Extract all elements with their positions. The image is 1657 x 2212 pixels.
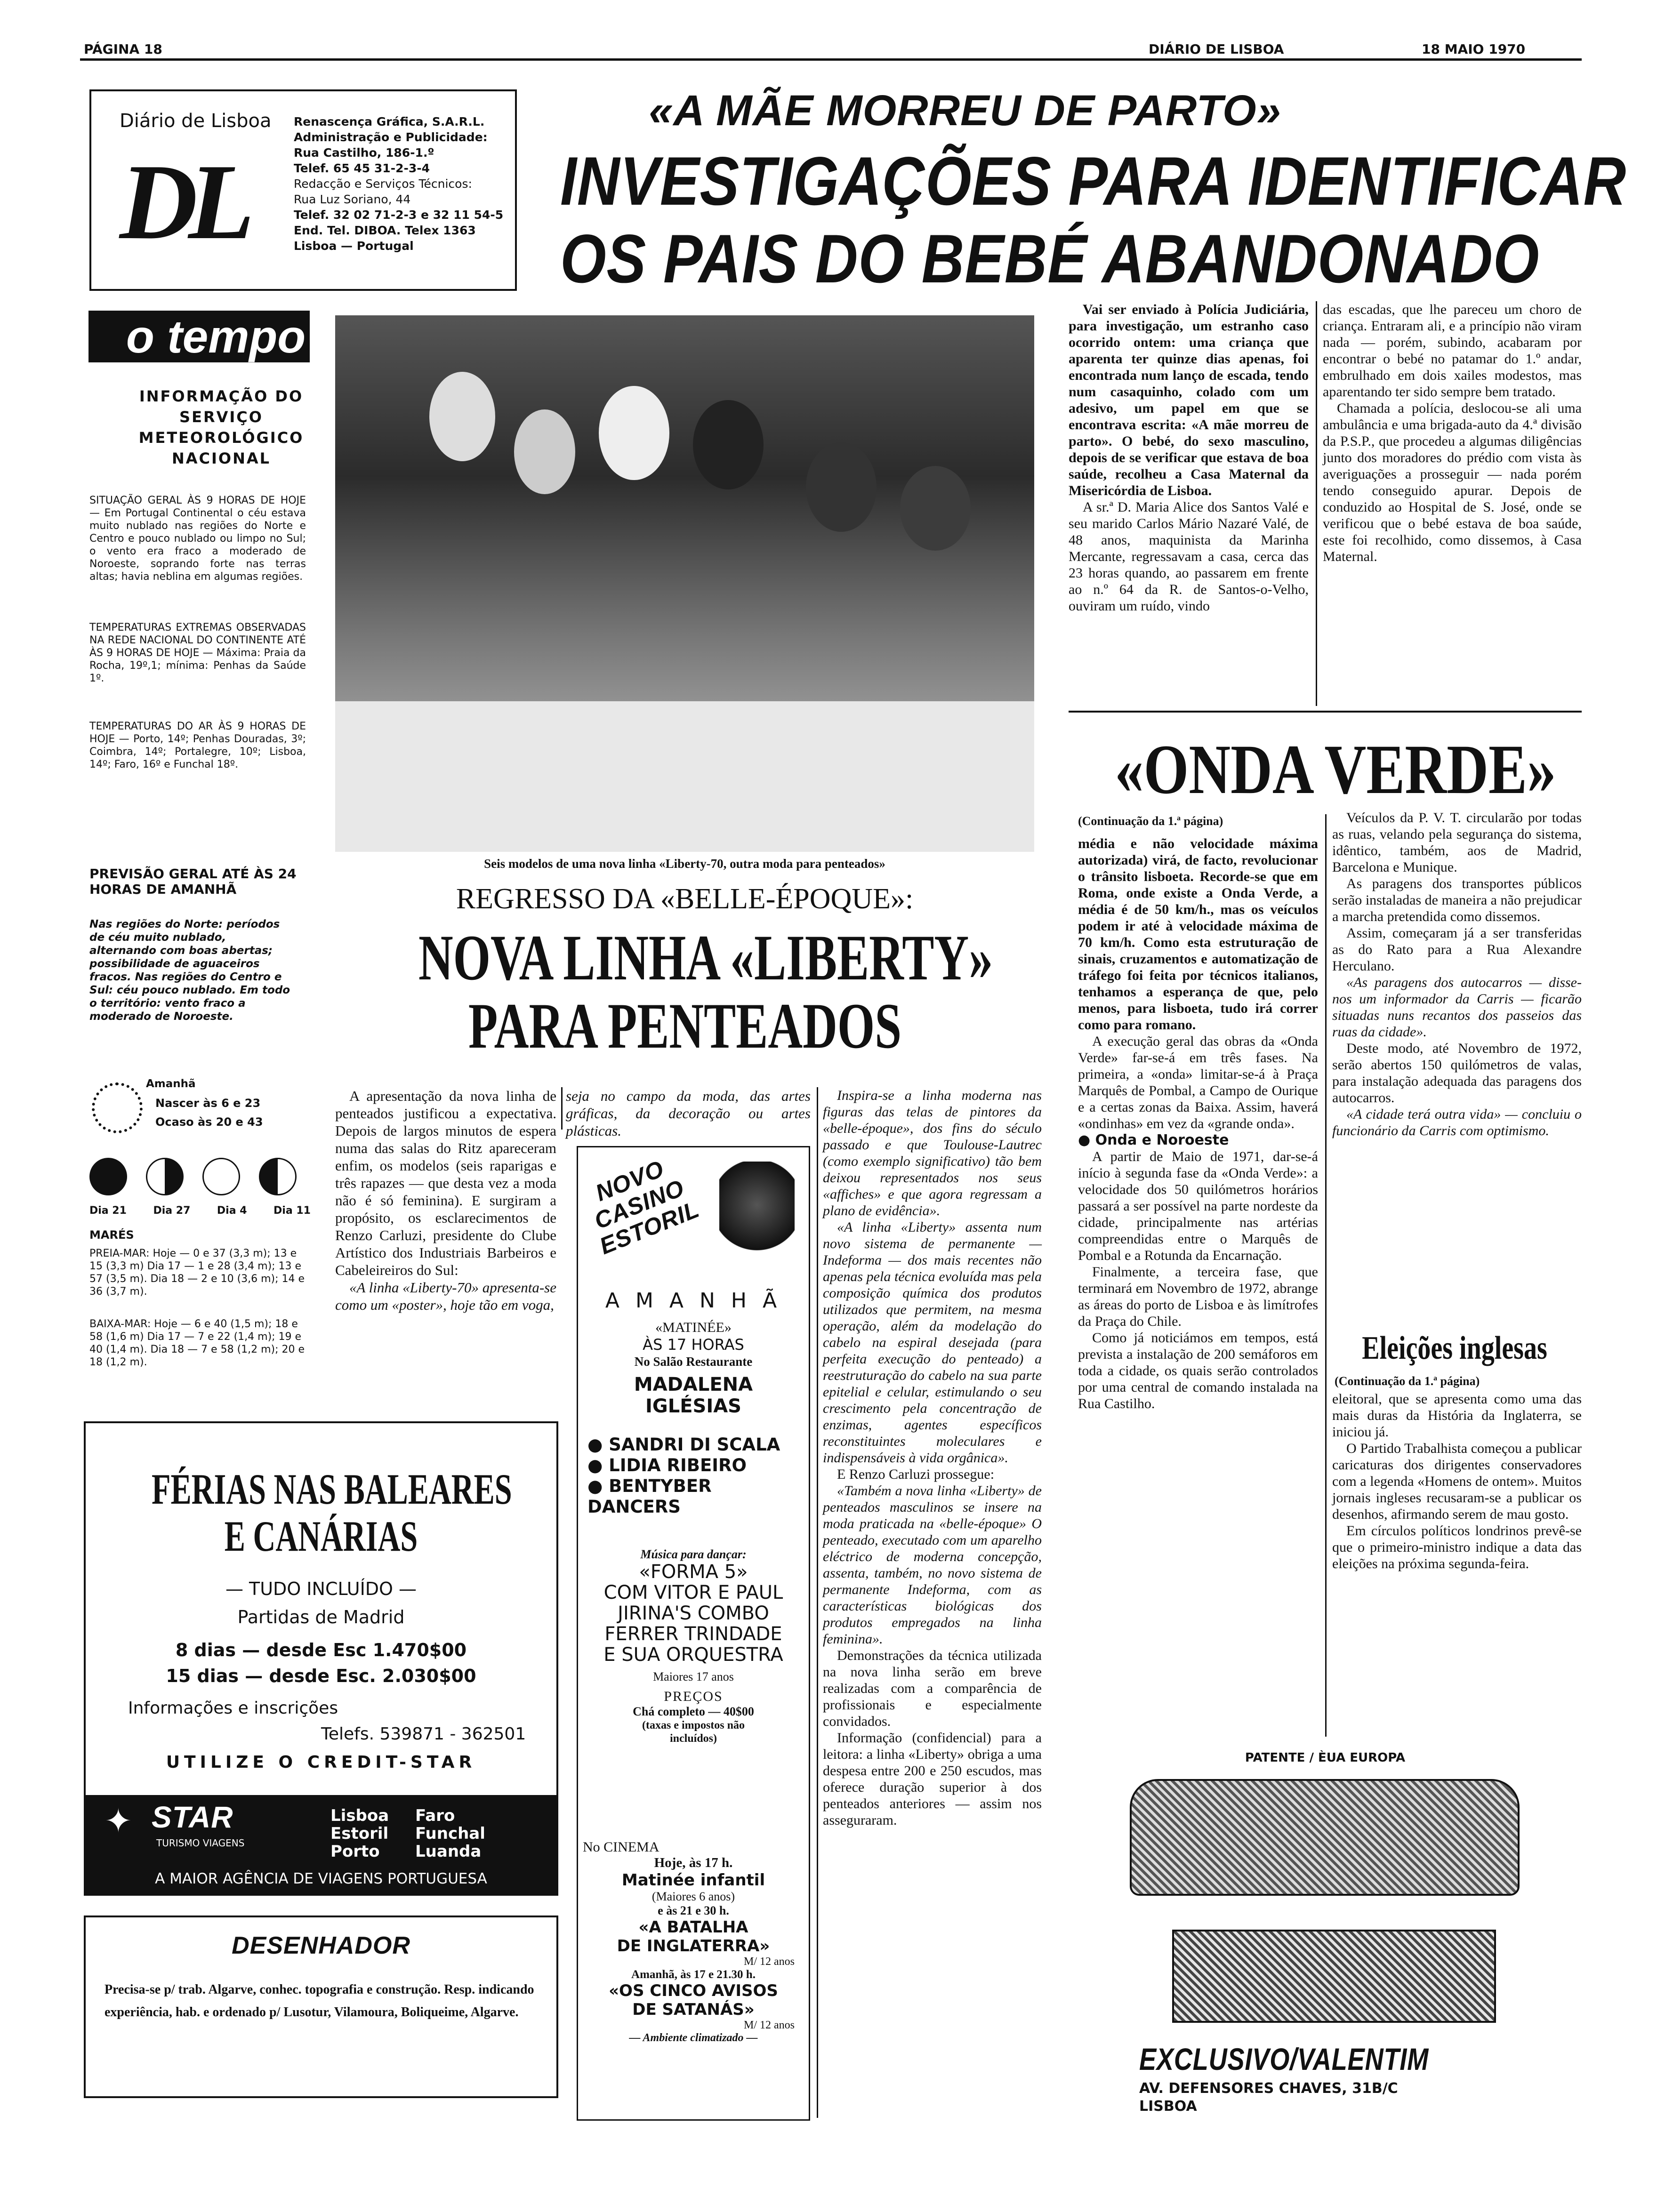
casino-program: «MATINÉE» ÀS 17 HORAS No Salão Restaurante MADALENA IGLÉSIAS (634, 1320, 753, 1417)
casino-cinema: No CINEMA Hoje, às 17 h. Matinée infantil (Maiores 6 anos) e às 21 e 30 h. «A BATALHA DE INGLATERRA» M/ 12 anos Amanhã, às 17 e 21.30 h. «OS CINCO AVISOS DE SATANÁS» M/ 12 anos — Ambiente climatizado — (583, 1839, 795, 2044)
casino-tomorrow: A M A N H Ã (605, 1289, 782, 1313)
moon-dates: Dia 21 Dia 27 Dia 4 Dia 11 (89, 1205, 311, 1217)
onda-subhead: ● Onda e Noroeste (1078, 1132, 1229, 1148)
sunset: Ocaso às 20 e 43 (155, 1115, 263, 1129)
lead-kicker: «A MÃE MORREU DE PARTO» (649, 87, 1281, 135)
star-icon: ✦ (105, 1802, 132, 1840)
sun-label: Amanhã (146, 1078, 196, 1090)
star-sub: TURISMO VIAGENS (156, 1837, 245, 1849)
liberty-col-1: A apresentação da nova linha de penteados justificou a expectativa. Depois de largos minutos de espera numa das salas do Ritz apareceram enfim, os modelos (seis raparigas e três rapazes — que desta vez a moda não é só feminina). E surgiram a propósito, os esclarecimentos de Renzo Carluzi, presidente do Clube Artístico dos Industriais Barbeiros e Cabeleireiros do Sul: «A linha «Liberty-70» apresenta-se como um «poster», hoje tão em voga, (335, 1088, 556, 1313)
liberty-headline-2: PARA PENTEADOS (468, 990, 902, 1062)
eleicoes-continuation: (Continuação da 1.ª página) (1335, 1374, 1480, 1388)
travel-info: Informações e inscrições (128, 1699, 338, 1718)
star-cities-a: Lisboa Estoril Porto (330, 1806, 389, 1861)
header-paper-name: DIÁRIO DE LISBOA (1149, 41, 1284, 57)
casino-ad (577, 1146, 810, 2121)
travel-credit: UTILIZE O CREDIT-STAR (166, 1753, 476, 1772)
travel-ad (84, 1421, 558, 1896)
hairstyle-models-photo (335, 315, 1034, 852)
star-cities-b: Faro Funchal Luanda (415, 1806, 485, 1861)
travel-included: — TUDO INCLUÍDO — (225, 1579, 417, 1599)
rooster-emblem-icon (719, 1162, 795, 1270)
sofa-ad-top: PATENTE / ÈUA EUROPA (1245, 1751, 1406, 1765)
last-quarter-icon (259, 1158, 297, 1195)
liberty-col-3: Inspira-se a linha moderna nas figuras das telas de pintores da «belle-époque», dos fins do século passado e que Toulouse-Lautrec (como exemplo significativo) tão bem deixou representados nos seus «affiches» e que agora regressam a plano de evidência». «A linha «Liberty» assenta num novo sistema de permanente — Indeforma — dos mais recentes não apenas pela técnica evoluída mas pela composição química dos produtos utilizados que permitem, na mesma operação, além da modelação do cabelo na espiral desejada (para perfeita execução do penteado) a reestruturação do cabelo na sua parte epitelial e celular, estimulando o seu crescimento pela concentração de enzimas, agentes específicos reconstituintes moleculares e indispensáveis à vida orgânica». E Renzo Carluzi prossegue: «Também a nova linha «Liberty» de penteados masculinos se insere na moda praticada na «belle-époque» O penteado, executado com um aparelho eléctrico de moderna concepção, assenta, também, no novo sistema de permanente Indeforma, com as características biológicas dos produtos empregados na linha feminina». Demonstrações da técnica utilizada na nova linha serão em breve realizadas com a comparência de profissionais e especialmente convidados. Informação (confidencial) para a leitora: a linha «Liberty» obriga a uma despesa entre 200 e 250 escudos, mas oferece duração superior à dos penteados anteriores — assim nos asseguraram. (823, 1088, 1042, 1828)
classified-ad (84, 1915, 558, 2098)
sofa-city: LISBOA (1139, 2098, 1197, 2115)
header-rule (80, 58, 1582, 61)
page-number: PÁGINA 18 (84, 41, 162, 57)
sofa-ad (1069, 1751, 1582, 2118)
casino-acts: ● SANDRI DI SCALA ● LIDIA RIBEIRO ● BENTYBER DANCERS (587, 1435, 780, 1517)
lead-headline-1: INVESTIGAÇÕES PARA IDENTIFICAR (560, 143, 1627, 219)
weather-situation: SITUAÇÃO GERAL ÀS 9 HORAS DE HOJE — Em Portugal Continental o céu estava muito nublado nas regiões do Norte e Centro e pouco nublado ou limpo no Sul; o vento era fraco a moderado de Noroeste, soprando forte nas terras altas; havia neblina em algumas regiões. (89, 495, 306, 583)
sofa-image (1130, 1779, 1520, 1896)
travel-departure: Partidas de Madrid (237, 1607, 405, 1627)
travel-phones: Telefs. 539871 - 362501 (321, 1724, 526, 1744)
moon-phases (89, 1158, 306, 1195)
star-banner (86, 1795, 556, 1894)
photo-caption: Seis modelos de uma nova linha «Liberty-70, outra moda para penteados» (484, 857, 885, 871)
casino-bands: Música para dançar: «FORMA 5» COM VITOR E PAUL JIRINA'S COMBO FERRER TRINDADE E SUA ORQUESTRA Maiores 17 anos PREÇOS Chá completo — 40$00 (taxas e impostos não incluídos) (603, 1547, 783, 1745)
travel-title-1: FÉRIAS NAS BALEARES (152, 1465, 512, 1513)
sofa-brand: EXCLUSIVO/VALENTIM (1139, 2042, 1429, 2076)
weather-air-temps: TEMPERATURAS DO AR ÀS 9 HORAS DE HOJE — Porto, 14º; Penhas Douradas, 3º; Coimbra, 14º; Portalegre, 10º; Lisboa, 14º; Faro, 16º e Funchal 18º. (89, 721, 306, 770)
star-brand: STAR (152, 1800, 233, 1834)
weather-logo: o tempo (88, 311, 310, 362)
travel-title-2: E CANÁRIAS (224, 1512, 418, 1560)
full-moon-icon (202, 1158, 240, 1195)
sun-icon (92, 1082, 143, 1133)
classified-title: DESENHADOR (232, 1932, 410, 1959)
casino-logo: NOVO CASINO ESTORIL (590, 1155, 703, 1260)
masthead-box (89, 89, 517, 291)
new-moon-icon (89, 1158, 127, 1195)
sunrise: Nascer às 6 e 23 (155, 1097, 261, 1110)
lead-col-2: das escadas, que lhe pareceu um choro de criança. Entraram ali, e a princípio não viram nada — porém, subindo, acabaram por encontrar o bebé no patamar do 1.º andar, embrulhado em dois xailes modestos, mas aparentando ter sido sempre bem tratado. Chamada a polícia, deslocou-se ali uma ambulância e uma brigada-auto da 4.ª divisão da P.S.P., que procedeu a algumas diligências junto dos moradores do prédio com vista às averiguações a prosseguir — nada porém tendo conseguido apurar. Depois de conduzido ao Hospital de S. José, onde se verificou que o bebé estava de boa saúde, este foi recolhido, como dissemos, à Casa Maternal. (1323, 302, 1582, 564)
liberty-headline-1: NOVA LINHA «LIBERTY» (418, 922, 993, 994)
tides-high: PREIA-MAR: Hoje — 0 e 37 (3,3 m); 13 e 15 (3,3 m) Dia 17 — 1 e 28 (3,4 m); 13 e 57 (3,5 m). Dia 18 — 2 e 10 (3,6 m); 14 e 36 (3,7 m). (89, 1248, 305, 1298)
first-quarter-icon (146, 1158, 184, 1195)
eleicoes-body: eleitoral, que se apresenta como uma das mais duras da História da Inglaterra, se iniciou já. O Partido Trabalhista começou a publicar caricaturas dos dirigentes conservadores com a legenda «Homens de ontem». Muitos jornais ingleses recusaram-se a publicar os desenhos, afirmando serem de mau gosto. Em círculos políticos londrinos prevê-se que o primeiro-ministro indique a data das eleições na próxima segunda-feira. (1332, 1391, 1582, 1571)
weather-extremes: TEMPERATURAS EXTREMAS OBSERVADAS NA REDE NACIONAL DO CONTINENTE ATÉ ÀS 9 HORAS DE HOJE — Máxima: Praia da Rocha, 19º,1; mínima: Penhas da Saúde 1º. (89, 622, 306, 684)
travel-offer-2: 15 dias — desde Esc. 2.030$00 (166, 1666, 476, 1686)
onda-col-1: média e não velocidade máxima autorizada) virá, de facto, revolucionar o trânsito lisboeta. Recorde-se que em Roma, onde existe a Onda Verde, a média é de 50 km/h., mas os veículos podem ir até à velocidade máxima de 70 km/h. Como esta estruturação de sinais, cruzamentos e automatização de tráfego foi feita por técnicos italianos, tenhamos a esperança de que, pelo menos, para lisboeta, tudo irá correr como para romano. A execução geral das obras da «Onda Verde» far-se-á em três fases. Na primeira, a «onda» limitar-se-á à Praça Marquês de Pombal, a Campo de Ourique e a certas zonas da Baixa. Assim, haverá «ondinhas» em vez da «grande onda». ● Onda e Noroeste A partir de Maio de 1971, dar-se-á início à segunda fase da «Onda Verde»: a velocidade dos 50 quilómetros horários passará a ser possível na parte nordeste da cidade, principalmente nas artérias compreendidas entre o Marquês de Pombal e a Rotunda da Encarnação. Finalmente, a terceira fase, que terminará em Novembro de 1972, abrange as áreas do porto de Lisboa e às limítrofes da Praça do Chile. Como já noticiámos em tempos, está prevista a instalação de 200 semáforos em toda a cidade, os quais serão controlados por uma central de comando instalada na Rua Castilho. (1078, 836, 1318, 1411)
header-date: 18 MAIO 1970 (1422, 41, 1526, 57)
forecast-title: PREVISÃO GERAL ATÉ ÀS 24 HORAS DE AMANHÃ (89, 866, 297, 897)
star-slogan: A MAIOR AGÊNCIA DE VIAGENS PORTUGUESA (155, 1870, 487, 1887)
masthead-title: Diário de Lisboa (120, 110, 272, 132)
tides-low: BAIXA-MAR: Hoje — 6 e 40 (1,5 m); 18 e 58 (1,6 m) Dia 17 — 7 e 22 (1,4 m); 19 e 40 (1,4 m). Dia 18 — 7 e 58 (1,2 m); 20 e 18 (1,2 m). (89, 1318, 305, 1368)
classified-text: Precisa-se p/ trab. Algarve, conhec. topografia e construção. Resp. indicando experiência, hab. e ordenado p/ Lusotur, Vilamoura, Boliqueime, Algarve. (105, 1982, 534, 2020)
travel-offer-1: 8 dias — desde Esc 1.470$00 (175, 1640, 467, 1660)
masthead-address: Renascença Gráfica, S.A.R.L. Administração e Publicidade: Rua Castilho, 186-1.º Telef. 65 45 31-2-3-4 Redacção e Serviços Técnicos: Rua Luz Soriano, 44 Telef. 32 02 71-2-3 e 32 11 54-5 End. Tel. DIBOA. Telex 1363 Lisboa — Portugal (294, 115, 504, 253)
weather-title: INFORMAÇÃO DO SERVIÇO METEOROLÓGICO NACIONAL (138, 387, 304, 467)
onda-col-2: Veículos da P. V. T. circularão por todas as ruas, velando pela segurança do sistema, idêntico, também, aos de Madrid, Barcelona e Munique. As paragens dos transportes públicos serão instaladas de maneira a não prejudicar a marcha pretendida como dissemos. Assim, começaram já a ser transferidas as do Rato para a Rua Alexandre Herculano. «As paragens dos autocarros — disse-nos um informador da Carris — ficarão situadas nuns recantos dos passeios das ruas da cidade». Deste modo, até Novembro de 1972, serão abertos 150 quilómetros de valas, para instalação adequada das paragens dos autocarros. «A cidade terá outra vida» — concluiu o funcionário da Carris com optimismo. (1332, 810, 1582, 1138)
onda-headline: «ONDA VERDE» (1115, 730, 1556, 809)
lead-headline-2: OS PAIS DO BEBÉ ABANDONADO (560, 220, 1540, 297)
forecast-text: Nas regiões do Norte: períodos de céu muito nublado, alternando com boas abertas; possibilidade de aguaceiros fracos. Nas regiões do Centro e Sul: céu pouco nublado. Em todo o território: vento fraco a moderado de Noroeste. (89, 918, 290, 1023)
liberty-col-2-top: seja no campo da moda, das artes gráficas, da decoração ou artes plásticas. (566, 1088, 811, 1139)
lead-col-1: Vai ser enviado à Polícia Judiciária, para investigação, um estranho caso ocorrido ontem: uma criança que aparenta ter quinze dias apenas, foi encontrada num lanço de escada, tendo num casaquinho, colado com um adesivo, um papel em que se encontrava escrita: «A mãe morreu de parto». O bebé, do sexo masculino, depois de se verificar que estava de boa saúde, recolheu a Casa Maternal da Misericórdia de Lisboa. A sr.ª D. Maria Alice dos Santos Valé e seu marido Carlos Mário Nazaré Valé, de 48 anos, maquinista da Marinha Mercante, regressavam a casa, cerca das 23 horas quando, ao passarem em frente ao n.º 64 da R. de Santos-o-Velho, ouviram um ruído, vindo (1069, 302, 1309, 614)
dl-logo: DL (120, 142, 245, 262)
sofa-bed-image (1172, 1930, 1496, 2023)
liberty-kicker: REGRESSO DA «BELLE-ÉPOQUE»: (456, 883, 914, 915)
eleicoes-headline: Eleições inglesas (1362, 1330, 1547, 1366)
onda-continuation: (Continuação da 1.ª página) (1078, 814, 1223, 828)
tides-title: MARÉS (89, 1228, 134, 1242)
sofa-address: AV. DEFENSORES CHAVES, 31B/C (1139, 2080, 1398, 2097)
